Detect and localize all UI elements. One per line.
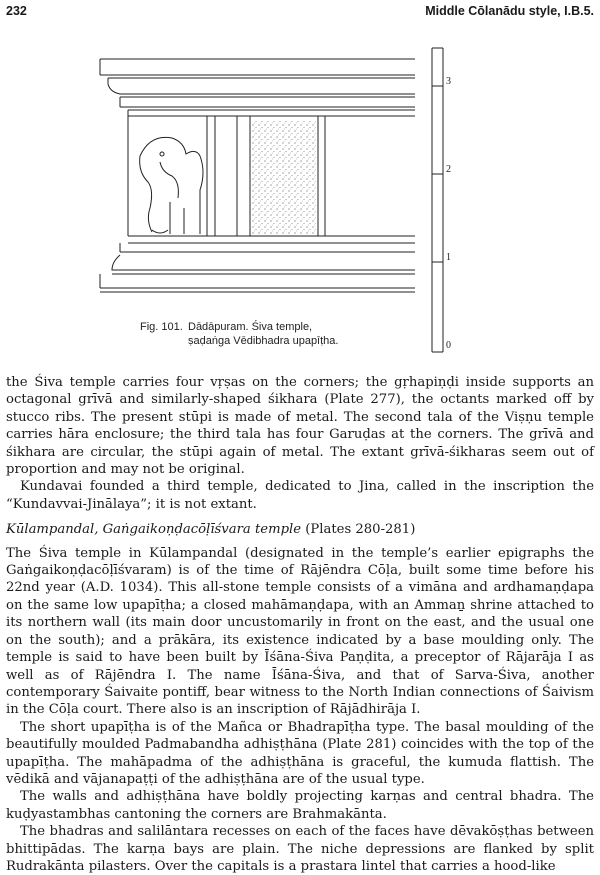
- section-heading: [6, 521, 594, 538]
- paragraph: The walls and adhiṣṭhāna have boldly projecting karṇas and central bhadra. The kuḍyastambhas cantoning the corners are Brahmakānta.: [6, 789, 594, 822]
- paragraph: The short upapīṭha is of the Mañca or Bhadrapīṭha type. The basal moulding of the beautifully moulded Padmabandha adhiṣṭhāna (Plate 281) coincides with the top of the upapīṭha. The mahāpadma of the adhiṣṭhāna is graceful, the kumuda flattish. The vēdikā and vājanapaṭṭi of the adhiṣṭhāna are of the usual type.: [6, 719, 594, 787]
- scale-tick-1: 1: [446, 252, 451, 263]
- page-number: 232: [6, 4, 27, 18]
- caption-line-2: ṣaḍaṅga Vēdibhadra upapīṭha.: [188, 335, 339, 347]
- section-heading-plates: (Plates 280-281): [301, 522, 416, 538]
- running-title: Middle Cōlanādu style, I.B.5.: [425, 4, 594, 18]
- prastara-moulding: [100, 59, 415, 116]
- figure-label: Fig. 101.: [140, 321, 183, 333]
- body-text: [6, 374, 594, 875]
- stippled-panel: [252, 120, 316, 234]
- section-heading-title: Kūlampandal, Gaṅgaikoṇḍacōḷīśvara temple: [6, 522, 302, 538]
- elephant-figure: [130, 137, 207, 236]
- paragraph: The bhadras and salilāntara recesses on each of the faces have dēvakōṣṭhas between bhittipādas. The karṇa bays are plain. The niche depressions are flanked by split Rudrakānta pilasters. Over the capitals is a prastara lintel that carries a hood-like: [6, 824, 594, 874]
- paragraph: The Śiva temple in Kūlampandal (designated in the temple’s earlier epigraphs the Gaṅgaikoṇḍacōḷīśvaram) is of the time of Rājēndra Cōḷa, built some time before his 22nd year (A.D. 1034). This all-stone temple consists of a vimāna and ardhamaṇḍapa on the same low upapīṭha; a closed mahāmaṇḍapa, with an Ammaṉ shrine attached to its northern wall (its main door uncustomarily in front on the east, and the usual one on the south); and a prākāra, its existence indicated by a base moulding only. The temple is said to have been built by Īśāna-Śiva Paṇḍita, a preceptor of Rājarāja I as well as of Rājēndra I. The name Īśāna-Śiva, and that of Sarva-Śiva, another contemporary Śaivaite pontiff, bear witness to the North Indian connections of Śaivism in the Cōḷa court. There also is an inscription of Rājādhirāja I.: [6, 545, 594, 718]
- running-header: [6, 2, 594, 22]
- figure-caption: [140, 320, 400, 348]
- scale-tick-0: 0: [446, 340, 451, 351]
- figure-101: [0, 22, 600, 354]
- scale-tick-2: 2: [446, 164, 451, 175]
- caption-line-1: Dādāpuram. Śiva temple,: [188, 321, 313, 333]
- scale-tick-3: 3: [446, 76, 451, 87]
- elevation-drawing: [0, 22, 600, 354]
- base-moulding: [100, 236, 415, 292]
- paragraph: the Śiva temple carries four vṛṣas on the corners; the gṛhapiṇḍi inside supports an octagonal grīvā and similarly-shaped śikhara (Plate 277), the octants marked off by stucco ribs. The present stūpi is made of metal. The second tala of the Viṣṇu temple carries hāra enclosure; the third tala has four Garuḍas at the corners. The grīvā and śikhara are circular, the stūpi again of metal. The extant grīvā-śikharas seem out of proportion and may not be original.: [6, 375, 594, 478]
- scale-bar: [432, 48, 443, 352]
- paragraph: Kundavai founded a third temple, dedicated to Jina, called in the inscription the “Kundavvai-Jinālaya”; it is not extant.: [6, 479, 594, 512]
